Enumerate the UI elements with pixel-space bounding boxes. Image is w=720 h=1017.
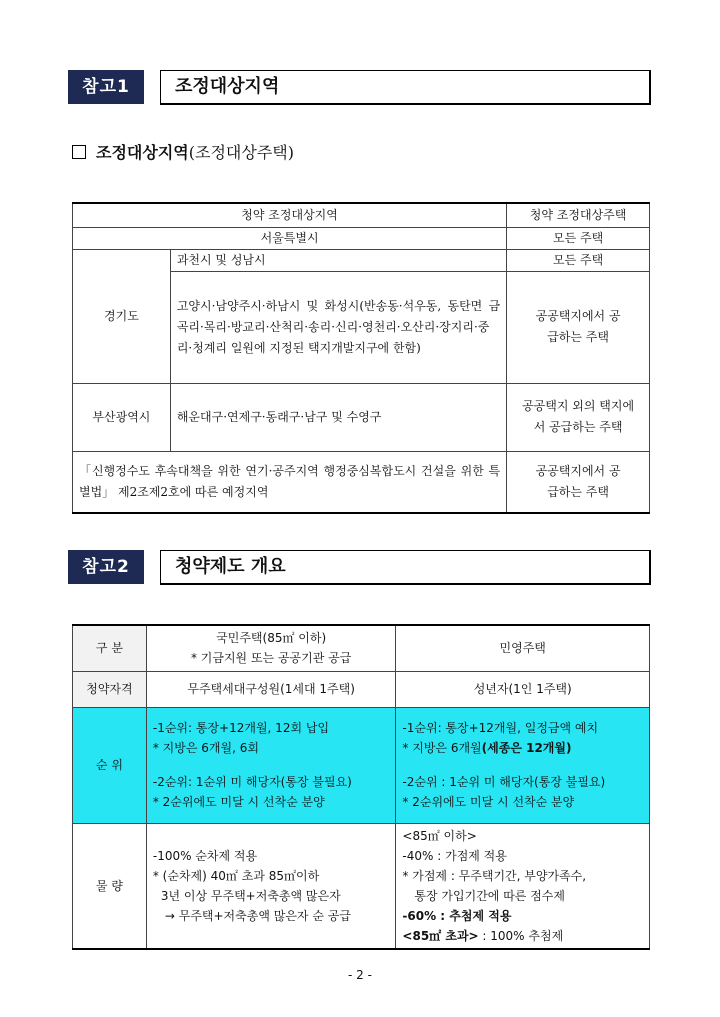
quantity-private-line: -60% : 추첨제 적용 bbox=[402, 908, 512, 923]
rank-private-first-note-a: * 지방은 6개월 bbox=[402, 741, 482, 755]
table-row bbox=[73, 249, 650, 271]
section-title bbox=[72, 140, 294, 163]
table-row bbox=[73, 707, 650, 823]
cell-sejong-housing: 공공택지에서 공급하는 주택 bbox=[507, 451, 650, 513]
cell-gwacheon-housing: 모든 주택 bbox=[507, 249, 650, 271]
header-national-housing bbox=[146, 625, 396, 671]
cell-busan: 부산광역시 bbox=[73, 383, 171, 451]
cell-gyeonggi-other: 고양시·남양주시·하남시 및 화성시(반송동·석우동, 동탄면 금곡리·목리·방교리·산척리·송리·신리·영천리·오산리·장지리·중리·청계리 일원에 지정된 택지개발지구에 한함) bbox=[170, 271, 506, 383]
table-row bbox=[73, 227, 650, 249]
cell-gyeonggi-other-housing: 공공택지에서 공급하는 주택 bbox=[507, 271, 650, 383]
reference-title-1: 조정대상지역 bbox=[160, 70, 651, 105]
cell-seoul: 서울특별시 bbox=[73, 227, 507, 249]
table-row bbox=[73, 625, 650, 671]
rank-national bbox=[146, 707, 396, 823]
qualification-national: 무주택세대구성원(1세대 1주택) bbox=[146, 671, 396, 707]
national-housing-note: * 기금지원 또는 공공기관 공급 bbox=[190, 651, 352, 666]
quantity-national-line: * (순차제) 40㎡ 초과 85㎡이하 bbox=[152, 868, 320, 883]
section-title-main: 조정대상지역 bbox=[96, 143, 189, 162]
cell-seoul-housing: 모든 주택 bbox=[507, 227, 650, 249]
table-row bbox=[73, 383, 650, 451]
header-housing: 청약 조정대상주택 bbox=[507, 203, 650, 227]
label-rank: 순 위 bbox=[73, 707, 147, 823]
reference-title-2: 청약제도 개요 bbox=[160, 550, 651, 585]
reference-header-2 bbox=[68, 550, 651, 584]
rank-private-first: -1순위: 통장+12개월, 일정금액 예치 bbox=[402, 721, 599, 735]
reference-tag-1: 참고1 bbox=[68, 70, 144, 104]
cell-busan-housing: 공공택지 외의 택지에서 공급하는 주택 bbox=[507, 383, 650, 451]
rank-private bbox=[396, 707, 650, 823]
table-row bbox=[73, 451, 650, 513]
cell-gyeonggi: 경기도 bbox=[73, 249, 171, 383]
quantity-national-line: 3년 이상 무주택+저축총액 많은자 bbox=[160, 888, 341, 903]
table-row bbox=[73, 823, 650, 949]
rank-national-second-note: * 2순위에도 미달 시 선착순 분양 bbox=[152, 795, 325, 809]
quantity-national bbox=[146, 823, 396, 949]
rank-national-first: -1순위: 통장+12개월, 12회 납입 bbox=[152, 721, 330, 735]
label-quantity: 물 량 bbox=[73, 823, 147, 949]
quantity-private-line: -40% : 가점제 적용 bbox=[402, 848, 507, 863]
cell-gwacheon: 과천시 및 성남시 bbox=[170, 249, 506, 271]
reference-tag-2: 참고2 bbox=[68, 550, 144, 584]
cell-sejong: 「신행정수도 후속대책을 위한 연기·공주지역 행정중심복합도시 건설을 위한 특별법」 제2조제2호에 따른 예정지역 bbox=[73, 451, 507, 513]
rank-private-first-note bbox=[402, 738, 643, 758]
quantity-private-line: * 가점제 : 무주택기간, 부양가족수, bbox=[402, 868, 587, 883]
qualification-private: 성년자(1인 1주택) bbox=[396, 671, 650, 707]
cell-busan-districts: 해운대구·연제구·동래구·남구 및 수영구 bbox=[170, 383, 506, 451]
quantity-private-line: <85㎡ 이하> bbox=[402, 828, 477, 843]
rank-private-second: -2순위 : 1순위 미 해당자(통장 불필요) bbox=[402, 775, 606, 789]
label-qualification: 청약자격 bbox=[73, 671, 147, 707]
quantity-private bbox=[396, 823, 650, 949]
header-private-housing: 민영주택 bbox=[396, 625, 650, 671]
rank-national-first-note: * 지방은 6개월, 6회 bbox=[152, 741, 259, 755]
section-title-sub: (조정대상주택) bbox=[188, 143, 294, 162]
national-housing-title: 국민주택(85㎡ 이하) bbox=[216, 631, 327, 646]
header-region: 청약 조정대상지역 bbox=[73, 203, 507, 227]
adjustment-region-table bbox=[72, 202, 650, 514]
rank-national-second: -2순위: 1순위 미 해당자(통장 불필요) bbox=[152, 775, 352, 789]
checkbox-square-icon bbox=[72, 145, 86, 159]
table-row bbox=[73, 203, 650, 227]
rank-private-first-note-b: (세종은 12개월) bbox=[481, 741, 572, 755]
page-number: - 2 - bbox=[348, 968, 372, 982]
header-category: 구 분 bbox=[73, 625, 147, 671]
subscription-overview-table bbox=[72, 624, 650, 950]
quantity-private-line: <85㎡ 초과> : 100% 추첨제 bbox=[402, 928, 564, 943]
reference-header-1 bbox=[68, 70, 651, 104]
quantity-national-line: -100% 순차제 적용 bbox=[152, 848, 258, 863]
quantity-national-line: → 무주택+저축총액 많은자 순 공급 bbox=[164, 908, 351, 923]
quantity-private-line: 통장 가입기간에 따른 점수제 bbox=[414, 888, 565, 903]
table-row bbox=[73, 671, 650, 707]
rank-private-second-note: * 2순위에도 미달 시 선착순 분양 bbox=[402, 795, 575, 809]
